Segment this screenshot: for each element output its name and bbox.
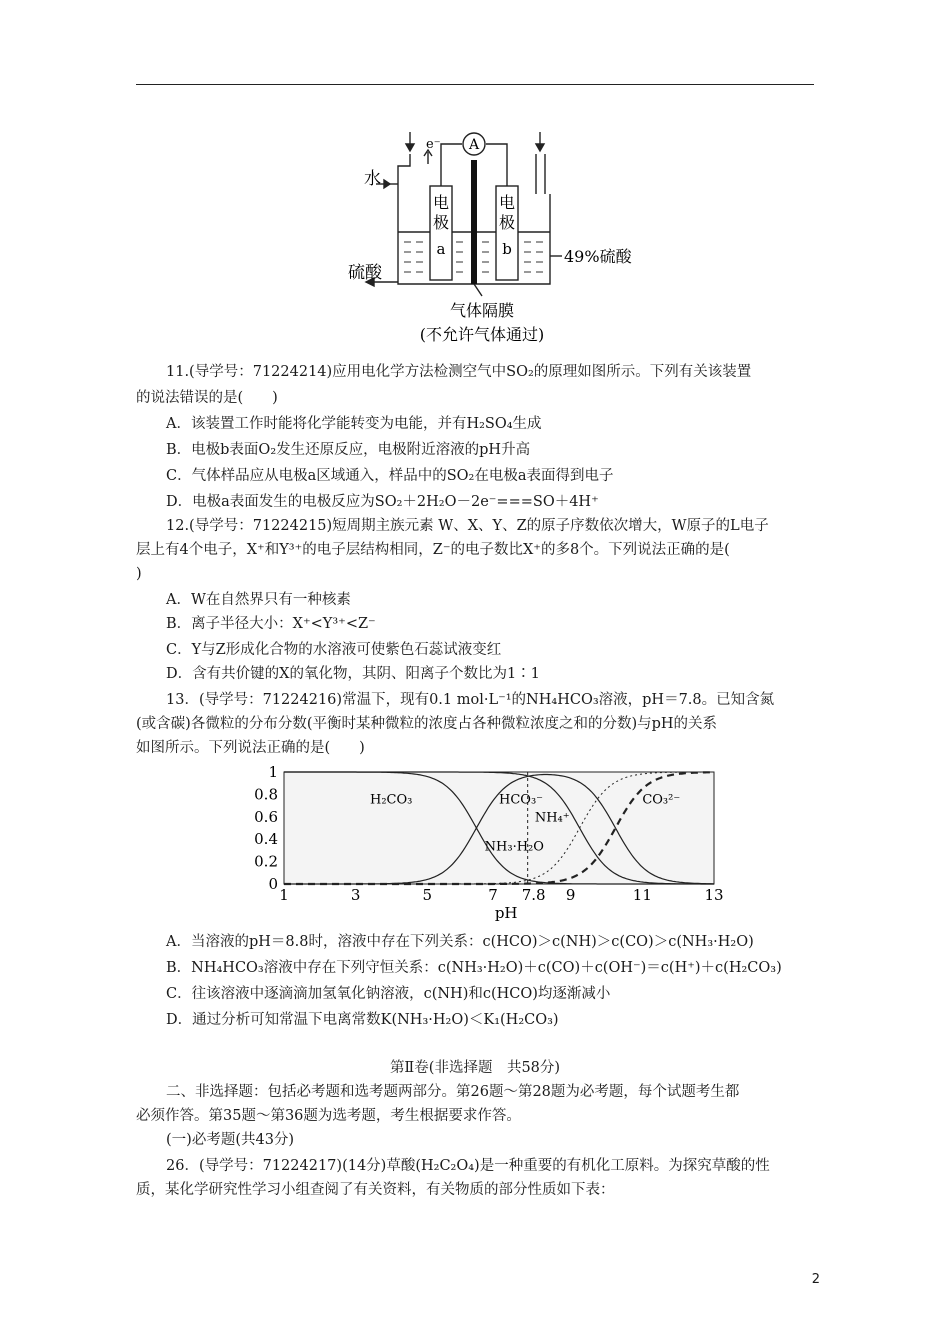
ammeter-label: A [468, 137, 480, 153]
q11-option-c: C．气体样品应从电极a区域通入，样品中的SO₂在电极a表面得到电子 [166, 468, 614, 484]
distribution-chart [240, 762, 740, 932]
x-tick-label: 9 [565, 886, 576, 904]
y-tick-label: 0.2 [254, 852, 278, 871]
electrode-b-char2: 极 [498, 213, 516, 232]
electrode-a-char2: 极 [432, 213, 450, 232]
x-tick-label: 7.8 [521, 886, 546, 904]
sulfuric-out-label: 硫酸 [348, 263, 382, 283]
y-tick-label: 0.8 [254, 785, 278, 804]
electrode-a-char1: 电 [432, 193, 450, 212]
q12-stem-1: 12.(导学号：71224215)短周期主族元素 W、X、Y、Z的原子序数依次增大，W原子的L电子 [166, 518, 769, 534]
series-annotation: CO₃²⁻ [642, 792, 681, 808]
q13-stem-2: (或含碳)各微粒的分布分数(平衡时某种微粒的浓度占各种微粒浓度之和的分数)与pH的关系 [136, 716, 718, 732]
y-tick-label: 1 [268, 763, 278, 781]
x-tick-label: 13 [704, 886, 724, 904]
x-tick-label: 7 [488, 886, 498, 904]
q12-option-d: D．含有共价键的X的氧化物，其阴、阳离子个数比为1∶1 [166, 666, 540, 682]
x-tick-label: 5 [422, 886, 433, 904]
y-tick-label: 0.4 [254, 830, 278, 849]
x-tick-label: 3 [350, 886, 361, 904]
q12-option-a: A．W在自然界只有一种核素 [166, 592, 351, 608]
q11-option-b: B．电极b表面O₂发生还原反应，电极附近溶液的pH升高 [166, 442, 531, 458]
q12-stem-3: ) [136, 566, 142, 582]
part2-intro-2: 必须作答。第35题～第36题为选考题，考生根据要求作答。 [136, 1108, 521, 1124]
series-annotation: NH₄⁺ [534, 810, 570, 826]
x-tick-label: 1 [279, 886, 289, 904]
q13-option-b: B．NH₄HCO₃溶液中存在下列守恒关系：c(NH₃·H₂O)＋c(CO)＋c(OH⁻)＝c(H⁺)＋c(H₂CO₃) [166, 960, 782, 976]
electrode-b-char1: 电 [498, 193, 516, 212]
acid-49-label: 49%硫酸 [564, 247, 632, 266]
gas-membrane [471, 160, 477, 284]
q26-stem-2: 质，某化学研究性学习小组查阅了有关资料，有关物质的部分性质如下表： [136, 1182, 615, 1198]
series-annotation: NH₃·H₂O [484, 839, 544, 855]
x-axis-label: pH [494, 904, 518, 922]
electrode-b-label: b [502, 240, 512, 258]
part2-intro-1: 二、非选择题：包括必考题和选考题两部分。第26题～第28题为必考题，每个试题考生都 [166, 1084, 740, 1100]
q13-option-d: D．通过分析可知常温下电离常数K(NH₃·H₂O)＜K₁(H₂CO₃) [166, 1012, 559, 1028]
header-rule [136, 84, 814, 85]
electrochem-diagram [340, 124, 660, 352]
q12-stem-2: 层上有4个电子，X⁺和Y³⁺的电子层结构相同，Z⁻的电子数比X⁺的多8个。下列说法正确的是( [136, 542, 730, 558]
chart-plot-area [284, 772, 714, 884]
q12-option-b: B．离子半径大小：X⁺<Y³⁺<Z⁻ [166, 616, 376, 632]
q13-option-c: C．往该溶液中逐滴滴加氢氧化钠溶液，c(NH)和c(HCO)均逐渐减小 [166, 986, 611, 1002]
q11-stem-1: 11.(导学号：71224214)应用电化学方法检测空气中SO₂的原理如图所示。下列有关该装置 [166, 364, 752, 380]
part2-title: 第Ⅱ卷(非选择题 共58分) [389, 1060, 561, 1076]
y-tick-label: 0 [268, 875, 278, 893]
q11-stem-2: 的说法错误的是( ) [136, 390, 278, 406]
x-tick-label: 11 [632, 886, 652, 904]
y-tick-label: 0.6 [254, 807, 278, 826]
membrane-note: (不允许气体通过) [419, 325, 545, 344]
series-annotation: H₂CO₃ [370, 792, 413, 808]
part2-section: (一)必考题(共43分) [166, 1132, 295, 1148]
membrane-label: 气体隔膜 [449, 301, 515, 320]
q26-stem-1: 26．(导学号：71224217)(14分)草酸(H₂C₂O₄)是一种重要的有机化工原料。为探究草酸的性 [166, 1158, 770, 1174]
q13-option-a: A．当溶液的pH＝8.8时，溶液中存在下列关系：c(HCO)＞c(NH)＞c(CO)＞c(NH₃·H₂O) [166, 934, 754, 950]
page-number: 2 [811, 1272, 820, 1287]
q13-stem-1: 13．(导学号：71224216)常温下，现有0.1 mol·L⁻¹的NH₄HCO₃溶液，pH＝7.8。已知含氮 [166, 692, 775, 708]
q12-option-c: C．Y与Z形成化合物的水溶液可使紫色石蕊试液变红 [166, 642, 502, 658]
series-annotation: HCO₃⁻ [499, 792, 544, 808]
q11-option-d: D．电极a表面发生的电极反应为SO₂＋2H₂O－2e⁻===SO＋4H⁺ [166, 494, 599, 510]
electron-label: e⁻ [426, 137, 441, 152]
q13-stem-3: 如图所示。下列说法正确的是( ) [136, 740, 365, 756]
water-label: 水 [364, 169, 381, 189]
electrode-a-label: a [436, 240, 446, 258]
q11-option-a: A．该装置工作时能将化学能转变为电能，并有H₂SO₄生成 [166, 416, 542, 432]
